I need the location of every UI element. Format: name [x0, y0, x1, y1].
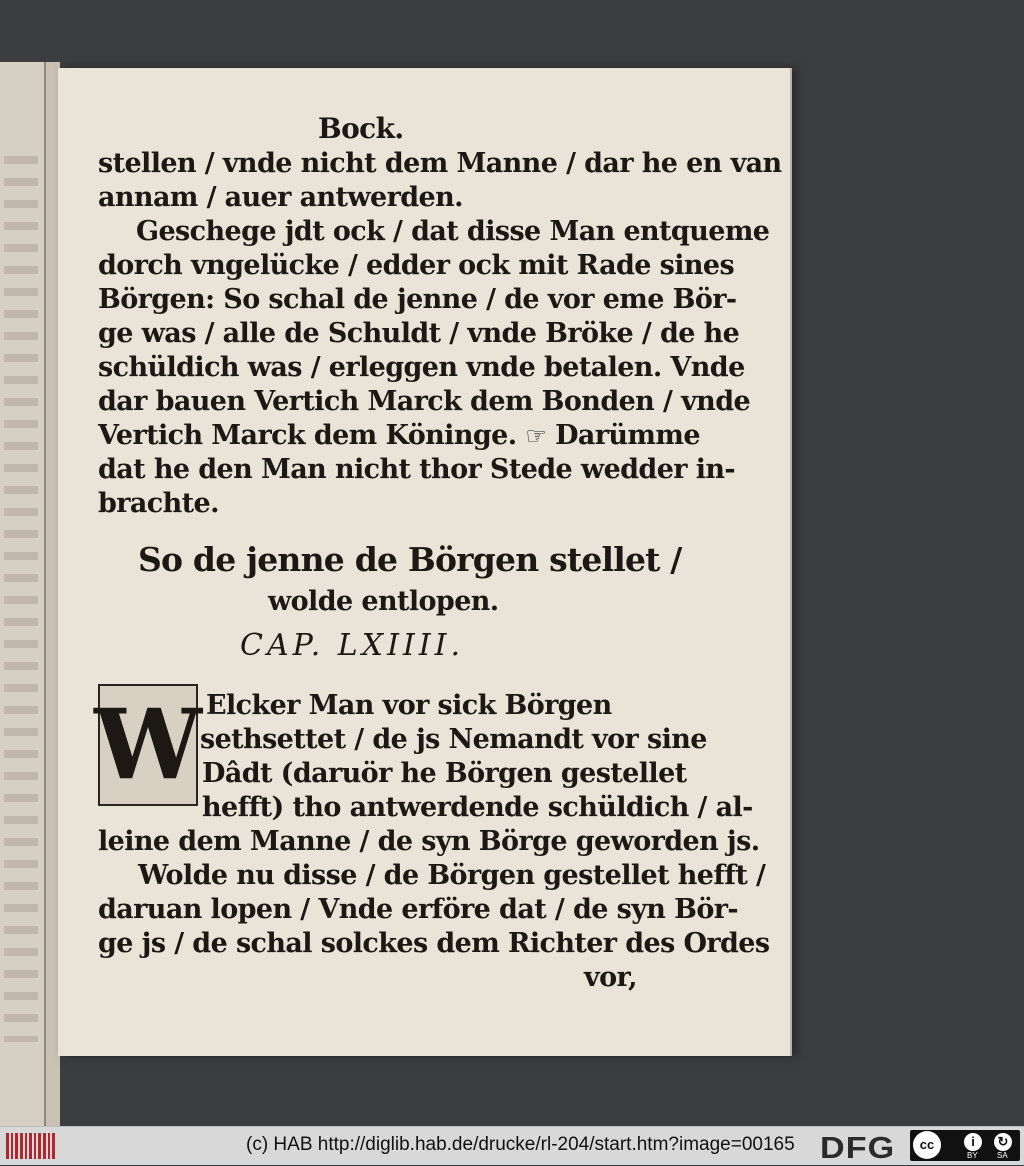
creative-commons-badge[interactable] — [910, 1130, 1020, 1161]
text-line: Wolde nu disse / de Börgen gestellet hefft / — [138, 860, 766, 891]
share-alike-icon: ↻ — [994, 1133, 1012, 1151]
book-page — [58, 68, 790, 1056]
text-line: annam / auer antwerden. — [98, 182, 463, 213]
chapter-heading-line2: wolde entlopen. — [268, 586, 499, 617]
text-line: hefft) tho antwerdende schüldich / al- — [202, 792, 753, 823]
text-line: daruan lopen / Vnde erföre dat / de syn Bör- — [98, 894, 738, 925]
decorated-initial — [94, 684, 202, 806]
text-line: Geschege jdt ock / dat disse Man entqueme — [136, 216, 770, 247]
text-line: schüldich was / erleggen vnde betalen. Vnde — [98, 352, 745, 383]
text-line: ge js / de schal solckes dem Richter des Ordes — [98, 928, 770, 959]
text-line: Dâdt (daruör he Börgen gestellet — [202, 758, 687, 789]
hab-barcode-icon — [6, 1133, 55, 1159]
copyright-link[interactable]: (c) HAB http://diglib.hab.de/drucke/rl-204/start.htm?image=00165 — [246, 1134, 795, 1155]
text-line: stellen / vnde nicht dem Manne / dar he en van — [98, 148, 782, 179]
text-line: Börgen: So schal de jenne / de vor eme Bör- — [98, 284, 737, 315]
text-line: dar bauen Vertich Marck dem Bonden / vnde — [98, 386, 751, 417]
chapter-heading: So de jenne de Börgen stellet / — [138, 540, 682, 579]
text-segment: Darümme — [555, 420, 700, 451]
text-line: brachte. — [98, 488, 219, 519]
text-line: dorch vngelücke / edder ock mit Rade sines — [98, 250, 735, 281]
text-line: leine dem Manne / de syn Börge geworden js. — [98, 826, 760, 857]
by-attribution-icon: i — [964, 1133, 982, 1151]
facing-page-edge — [0, 62, 46, 1126]
by-label: BY — [967, 1151, 978, 1160]
text-line-with-hand — [98, 420, 700, 451]
text-segment: Vertich Marck dem Köninge. — [98, 420, 517, 451]
sa-label: SA — [997, 1151, 1008, 1160]
initial-letter: W — [94, 688, 202, 801]
chapter-number: CAP. LXIIII. — [240, 628, 465, 663]
catchword: vor, — [584, 962, 637, 993]
dfg-logo: DFG — [820, 1130, 896, 1165]
text-line: ge was / alle de Schuldt / vnde Bröke / de he — [98, 318, 740, 349]
text-line: Elcker Man vor sick Börgen — [206, 690, 612, 721]
text-line: sethsettet / de js Nemandt vor sine — [200, 724, 707, 755]
cc-icon: cc — [913, 1131, 941, 1159]
running-head: Bock. — [318, 112, 404, 145]
text-line: dat he den Man nicht thor Stede wedder in- — [98, 454, 735, 485]
footer-bar — [0, 1126, 1024, 1165]
pointing-hand-icon: ☞ — [525, 422, 547, 450]
